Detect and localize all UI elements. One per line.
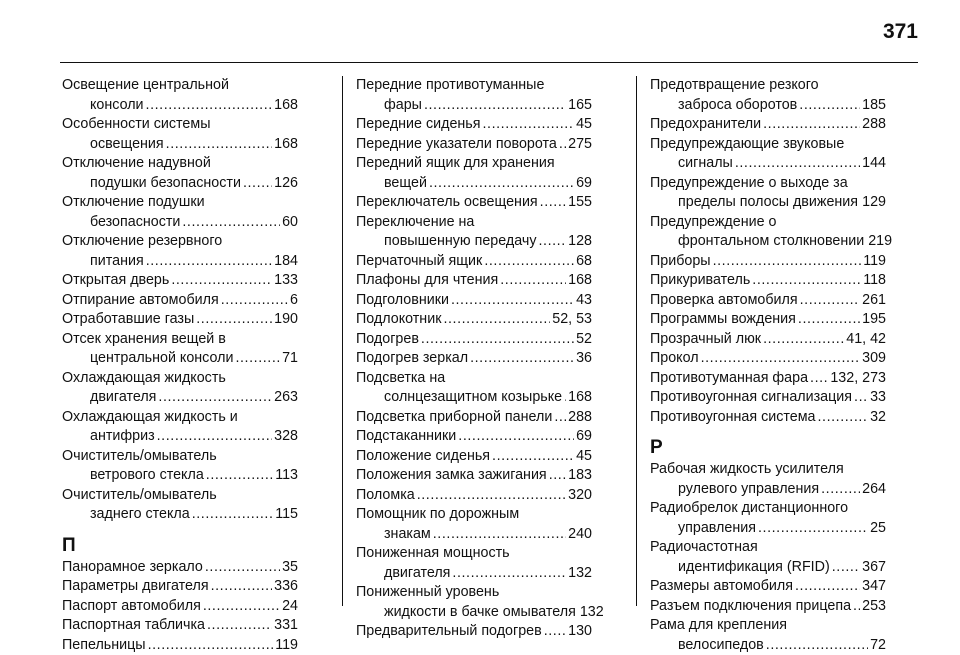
dot-leader	[817, 408, 868, 428]
index-entry-text: Противотуманная фара	[650, 369, 808, 389]
index-entry	[62, 76, 298, 115]
dot-leader	[701, 349, 861, 369]
index-entry-title: Очиститель/омыватель	[62, 447, 298, 467]
index-column-3	[650, 76, 886, 655]
page-reference[interactable]: 261	[862, 291, 886, 311]
page-reference[interactable]: 24	[282, 597, 298, 617]
index-entry	[356, 427, 592, 447]
index-entry-text: Прозрачный люк	[650, 330, 761, 350]
dot-leader	[157, 427, 273, 447]
index-entry-text: Положения замка зажигания	[356, 466, 547, 486]
page-reference[interactable]: 195	[862, 310, 886, 330]
index-entry	[62, 291, 298, 311]
index-entry	[356, 76, 592, 115]
page-reference[interactable]: 168	[274, 96, 298, 116]
dot-leader	[417, 486, 566, 506]
index-entry	[356, 447, 592, 467]
index-entry	[62, 616, 298, 636]
index-entry-text: питания	[90, 252, 144, 272]
index-entry-text: двигателя	[90, 388, 156, 408]
index-entry-text: заднего стекла	[90, 505, 190, 525]
index-entry-title: Пониженный уровень	[356, 583, 592, 603]
index-entry-text: Подогрев	[356, 330, 419, 350]
page-reference[interactable]: 6	[290, 291, 298, 311]
page-reference[interactable]: 165	[568, 96, 592, 116]
page-reference[interactable]: 132	[580, 603, 604, 623]
dot-leader	[564, 388, 566, 408]
page-reference[interactable]: 69	[576, 427, 592, 447]
index-entry	[62, 271, 298, 291]
index-entry-title: Особенности системы	[62, 115, 298, 135]
index-entry	[62, 558, 298, 578]
index-entry-title: Предупреждение о выходе за	[650, 174, 886, 194]
index-entry	[356, 408, 592, 428]
dot-leader	[452, 564, 566, 584]
index-entry	[356, 193, 592, 213]
page-reference[interactable]: 68	[576, 252, 592, 272]
index-entry-text: идентификация (RFID)	[678, 558, 830, 578]
index-entry-text: заброса оборотов	[678, 96, 797, 116]
index-entry	[356, 544, 592, 583]
index-entry	[650, 388, 886, 408]
index-entry-text: ветрового стекла	[90, 466, 204, 486]
index-entry	[62, 193, 298, 232]
page-reference[interactable]: 45	[576, 115, 592, 135]
index-entry-text: Панорамное зеркало	[62, 558, 203, 578]
index-entry-text: Подголовники	[356, 291, 449, 311]
page-reference[interactable]: 253	[862, 597, 886, 617]
index-entry-title: Помощник по дорожным	[356, 505, 592, 525]
page-reference[interactable]: 69	[576, 174, 592, 194]
index-entry	[356, 213, 592, 252]
index-entry	[650, 577, 886, 597]
index-entry-title: Предупреждающие звуковые	[650, 135, 886, 155]
index-entry-text: солнцезащитном козырьке	[384, 388, 562, 408]
index-entry	[356, 115, 592, 135]
page-reference[interactable]: 43	[576, 291, 592, 311]
index-entry-text: рулевого управления	[678, 480, 819, 500]
index-entry	[650, 330, 886, 350]
dot-leader	[800, 291, 861, 311]
index-entry-text: вещей	[384, 174, 427, 194]
index-entry-text: сигналы	[678, 154, 733, 174]
dot-leader	[166, 135, 272, 155]
page-reference[interactable]: 32	[870, 408, 886, 428]
dot-leader	[758, 519, 868, 539]
dot-leader	[429, 174, 574, 194]
page-reference[interactable]: 126	[274, 174, 298, 194]
page-reference[interactable]: 128	[568, 232, 592, 252]
index-entry-title: Очиститель/омыватель	[62, 486, 298, 506]
page-reference[interactable]: 184	[274, 252, 298, 272]
page-number: 371	[883, 20, 918, 44]
page-reference[interactable]: 119	[863, 252, 886, 272]
index-entry-text: Поломка	[356, 486, 415, 506]
page-reference[interactable]: 367	[862, 558, 886, 578]
index-entry-text: центральной консоли	[90, 349, 233, 369]
index-entry-text: Программы вождения	[650, 310, 796, 330]
index-entry-text: Плафоны для чтения	[356, 271, 498, 291]
index-entry	[650, 408, 886, 428]
index-entry-text: Размеры автомобиля	[650, 577, 793, 597]
index-entry-title: Передние противотуманные	[356, 76, 592, 96]
index-entry	[62, 486, 298, 525]
index-entry-text: Подсветка приборной панели	[356, 408, 552, 428]
index-entry-text: Переключатель освещения	[356, 193, 538, 213]
dot-leader	[158, 388, 272, 408]
index-entry-text: управления	[678, 519, 756, 539]
dot-leader	[433, 525, 566, 545]
index-entry	[62, 577, 298, 597]
index-entry-text: Пепельницы	[62, 636, 146, 655]
page-reference[interactable]: 52	[576, 330, 592, 350]
dot-leader	[451, 291, 574, 311]
index-entry	[356, 583, 592, 622]
dot-leader	[500, 271, 566, 291]
dot-leader	[763, 115, 860, 135]
page-reference[interactable]: 168	[568, 271, 592, 291]
index-entry-text: велосипедов	[678, 636, 764, 655]
page-reference[interactable]: 185	[862, 96, 886, 116]
index-entry	[356, 154, 592, 193]
index-entry-title: Переключение на	[356, 213, 592, 233]
dot-leader	[810, 369, 828, 389]
index-entry	[650, 115, 886, 135]
index-letter-heading: П	[62, 535, 298, 557]
page-reference[interactable]: 168	[274, 135, 298, 155]
dot-leader	[171, 271, 272, 291]
index-entry	[356, 271, 592, 291]
index-entry-text: Разъем подключения прицепа	[650, 597, 851, 617]
index-entry	[62, 310, 298, 330]
dot-leader	[205, 558, 280, 578]
dot-leader	[540, 193, 566, 213]
dot-leader	[766, 636, 868, 655]
page-reference[interactable]: 60	[282, 213, 298, 233]
index-entry-title: Радиобрелок дистанционного	[650, 499, 886, 519]
dot-leader	[484, 252, 574, 272]
dot-leader	[182, 213, 280, 233]
dot-leader	[799, 96, 860, 116]
index-entry-text: жидкости в бачке омывателя	[384, 603, 576, 623]
page-reference[interactable]: 36	[576, 349, 592, 369]
index-entry	[62, 408, 298, 447]
index-entry-text: Противоугонная система	[650, 408, 815, 428]
page-reference[interactable]: 115	[275, 505, 298, 525]
dot-leader	[207, 616, 272, 636]
dot-leader	[544, 622, 566, 642]
dot-leader	[832, 558, 860, 578]
index-entry	[356, 330, 592, 350]
index-entry-text: Паспорт автомобиля	[62, 597, 201, 617]
page-reference[interactable]: 309	[862, 349, 886, 369]
index-entry-text: Приборы	[650, 252, 711, 272]
index-entry-text: Передние указатели поворота	[356, 135, 557, 155]
column-divider	[636, 76, 637, 606]
dot-leader	[713, 252, 862, 272]
index-entry-text: Проверка автомобиля	[650, 291, 798, 311]
page-reference[interactable]: 132	[568, 564, 592, 584]
page-reference[interactable]: 183	[568, 466, 592, 486]
page-reference[interactable]: 72	[870, 636, 886, 655]
dot-leader	[443, 310, 550, 330]
index-entry-text: Параметры двигателя	[62, 577, 209, 597]
dot-leader	[243, 174, 272, 194]
page-reference[interactable]: 33	[870, 388, 886, 408]
index-entry	[356, 505, 592, 544]
index-entry	[356, 622, 592, 642]
index-entry	[62, 369, 298, 408]
dot-leader	[146, 252, 272, 272]
dot-leader	[559, 135, 566, 155]
page-reference[interactable]: 240	[568, 525, 592, 545]
index-entry-text: Прокол	[650, 349, 699, 369]
index-entry-title: Предотвращение резкого	[650, 76, 886, 96]
index-entry	[62, 597, 298, 617]
index-entry-title: Пониженная мощность	[356, 544, 592, 564]
index-entry	[650, 597, 886, 617]
dot-leader	[221, 291, 288, 311]
index-entry	[650, 310, 886, 330]
index-entry	[650, 76, 886, 115]
dot-leader	[424, 96, 566, 116]
page-reference[interactable]: 155	[568, 193, 592, 213]
index-entry	[62, 154, 298, 193]
index-entry-title: Отключение надувной	[62, 154, 298, 174]
index-entry-text: Передние сиденья	[356, 115, 480, 135]
page-reference[interactable]: 336	[274, 577, 298, 597]
index-entry-text: консоли	[90, 96, 144, 116]
index-entry	[650, 369, 886, 389]
index-entry-text: повышенную передачу	[384, 232, 536, 252]
page-reference[interactable]: 35	[282, 558, 298, 578]
index-entry	[356, 310, 592, 330]
index-entry	[356, 291, 592, 311]
page-reference[interactable]: 133	[274, 271, 298, 291]
page-reference[interactable]: 129	[862, 193, 886, 213]
dot-leader	[421, 330, 574, 350]
dot-leader	[795, 577, 860, 597]
index-entry-title: Предупреждение о	[650, 213, 886, 233]
index-entry-text: Прикуриватель	[650, 271, 750, 291]
index-entry	[62, 330, 298, 369]
dot-leader	[235, 349, 280, 369]
index-entry	[62, 447, 298, 486]
index-entry	[650, 291, 886, 311]
index-entry-text: Предварительный подогрев	[356, 622, 542, 642]
index-entry-text: безопасности	[90, 213, 180, 233]
index-entry-text: Отработавшие газы	[62, 310, 194, 330]
dot-leader	[470, 349, 574, 369]
page-reference[interactable]: 45	[576, 447, 592, 467]
index-letter-heading: Р	[650, 437, 886, 459]
index-entry-title: Передний ящик для хранения	[356, 154, 592, 174]
index-column-2	[356, 76, 592, 642]
page-reference[interactable]: 118	[863, 271, 886, 291]
page-reference[interactable]: 71	[282, 349, 298, 369]
dot-leader	[549, 466, 566, 486]
column-divider	[342, 76, 343, 606]
page-reference[interactable]: 119	[275, 636, 298, 655]
index-entry	[650, 499, 886, 538]
index-entry-title: Отключение резервного	[62, 232, 298, 252]
dot-leader	[206, 466, 273, 486]
dot-leader	[482, 115, 574, 135]
dot-leader	[752, 271, 861, 291]
dot-leader	[853, 597, 860, 617]
dot-leader	[763, 330, 844, 350]
index-entry	[650, 538, 886, 577]
index-entry-title: Охлаждающая жидкость	[62, 369, 298, 389]
page-reference[interactable]: 288	[568, 408, 592, 428]
dot-leader	[492, 447, 574, 467]
dot-leader	[146, 96, 273, 116]
index-entry	[356, 135, 592, 155]
index-entry	[650, 252, 886, 272]
page-reference[interactable]: 113	[275, 466, 298, 486]
page-reference[interactable]: 25	[870, 519, 886, 539]
dot-leader	[798, 310, 860, 330]
page-reference[interactable]: 288	[862, 115, 886, 135]
index-entry	[356, 252, 592, 272]
dot-leader	[458, 427, 574, 447]
page-reference[interactable]: 168	[568, 388, 592, 408]
index-entry	[650, 460, 886, 499]
page-reference[interactable]: 320	[568, 486, 592, 506]
index-entry-title: Радиочастотная	[650, 538, 886, 558]
page-reference[interactable]: 190	[274, 310, 298, 330]
index-entry	[356, 349, 592, 369]
index-entry	[356, 486, 592, 506]
page-reference[interactable]: 263	[274, 388, 298, 408]
index-entry-text: фары	[384, 96, 422, 116]
page-reference[interactable]: 144	[862, 154, 886, 174]
page-reference[interactable]: 132, 273	[830, 369, 886, 389]
index-entry-text: Предохранители	[650, 115, 761, 135]
index-entry-title: Рабочая жидкость усилителя	[650, 460, 886, 480]
dot-leader	[554, 408, 566, 428]
index-entry-text: Противоугонная сигнализация	[650, 388, 852, 408]
index-entry	[650, 135, 886, 174]
dot-leader	[854, 388, 868, 408]
page-reference[interactable]: 331	[274, 616, 298, 636]
index-entry-text: фронтальном столкновении	[678, 232, 864, 252]
index-entry	[62, 115, 298, 154]
dot-leader	[192, 505, 273, 525]
index-column-1	[62, 76, 298, 655]
dot-leader	[148, 636, 274, 655]
index-entry	[650, 271, 886, 291]
dot-leader	[735, 154, 860, 174]
index-entry	[62, 232, 298, 271]
dot-leader	[538, 232, 566, 252]
index-entry-text: Подлокотник	[356, 310, 441, 330]
index-entry-text: знакам	[384, 525, 431, 545]
index-entry-text: Подстаканники	[356, 427, 456, 447]
index-entry	[356, 369, 592, 408]
page-reference[interactable]: 41, 42	[846, 330, 886, 350]
index-entry-text: антифриз	[90, 427, 155, 447]
index-entry-text: Открытая дверь	[62, 271, 169, 291]
page-reference[interactable]: 219	[868, 232, 892, 252]
page-reference[interactable]: 52, 53	[552, 310, 592, 330]
page-reference[interactable]: 264	[862, 480, 886, 500]
index-entry-text: пределы полосы движения	[678, 193, 858, 213]
page-reference[interactable]: 275	[568, 135, 592, 155]
index-entry-text: Паспортная табличка	[62, 616, 205, 636]
index-entry	[650, 616, 886, 655]
index-entry	[62, 636, 298, 655]
index-entry-text: двигателя	[384, 564, 450, 584]
index-entry-text: освещения	[90, 135, 164, 155]
page-reference[interactable]: 328	[274, 427, 298, 447]
index-entry-title: Охлаждающая жидкость и	[62, 408, 298, 428]
index-entry	[650, 213, 886, 252]
index-entry-title: Отключение подушки	[62, 193, 298, 213]
dot-leader	[203, 597, 280, 617]
index-entry-title: Отсек хранения вещей в	[62, 330, 298, 350]
index-entry	[650, 349, 886, 369]
page-reference[interactable]: 130	[568, 622, 592, 642]
page-reference[interactable]: 347	[862, 577, 886, 597]
header-rule	[60, 62, 918, 63]
index-entry-text: Положение сиденья	[356, 447, 490, 467]
index-entry-title: Освещение центральной	[62, 76, 298, 96]
index-entry-text: подушки безопасности	[90, 174, 241, 194]
index-entry-text: Отпирание автомобиля	[62, 291, 219, 311]
index-entry	[356, 466, 592, 486]
dot-leader	[211, 577, 273, 597]
dot-leader	[196, 310, 272, 330]
index-entry-title: Подсветка на	[356, 369, 592, 389]
index-entry-title: Рама для крепления	[650, 616, 886, 636]
index-entry-text: Подогрев зеркал	[356, 349, 468, 369]
index-entry-text: Перчаточный ящик	[356, 252, 482, 272]
dot-leader	[821, 480, 860, 500]
index-entry	[650, 174, 886, 213]
